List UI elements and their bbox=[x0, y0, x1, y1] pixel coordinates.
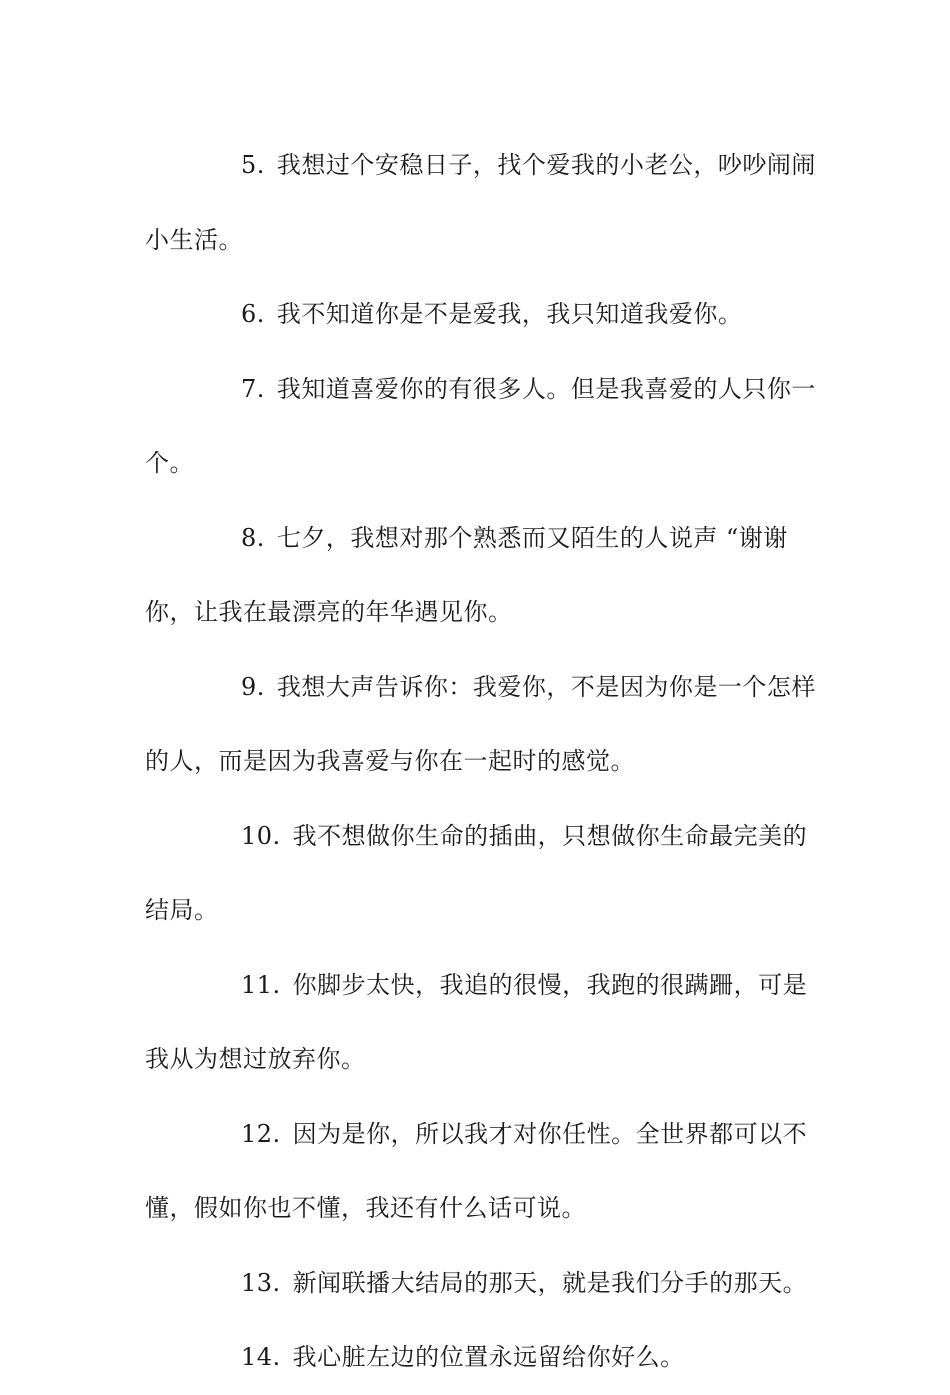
item-text: 我不想做你生命的插曲，只想做你生命最完美的结局。 bbox=[145, 821, 808, 924]
list-item bbox=[145, 1097, 825, 1246]
item-number: 7. bbox=[241, 374, 265, 403]
item-text: 因为是你，所以我才对你任性。全世界都可以不懂，假如你也不懂，我还有什么话可说。 bbox=[145, 1119, 808, 1222]
item-number: 9. bbox=[241, 672, 265, 701]
list-item bbox=[145, 352, 825, 501]
item-number: 12. bbox=[241, 1119, 281, 1148]
document-body bbox=[145, 128, 825, 1395]
list-item bbox=[145, 799, 825, 948]
item-number: 10. bbox=[241, 821, 281, 850]
item-text: 我心脏左边的位置永远留给你好么。 bbox=[292, 1343, 685, 1371]
item-number: 11. bbox=[241, 970, 281, 999]
list-item bbox=[145, 128, 825, 277]
item-number: 6. bbox=[241, 300, 265, 328]
item-text: 新闻联播大结局的那天，就是我们分手的那天。 bbox=[292, 1268, 808, 1297]
list-item bbox=[145, 650, 825, 799]
item-number: 14. bbox=[241, 1343, 281, 1371]
item-text: 七夕，我想对那个熟悉而又陌生的人说声 “谢谢你，让我在最漂亮的年华遇见你。 bbox=[145, 523, 788, 626]
item-text: 我知道喜爱你的有很多人。但是我喜爱的人只你一个。 bbox=[145, 374, 816, 477]
list-item bbox=[145, 501, 825, 650]
item-number: 13. bbox=[241, 1268, 281, 1297]
item-text: 你脚步太快，我追的很慢，我跑的很蹒跚，可是我从为想过放弃你。 bbox=[145, 970, 808, 1073]
item-text: 我想大声告诉你：我爱你，不是因为你是一个怎样的人，而是因为我喜爱与你在一起时的感觉。 bbox=[145, 672, 816, 775]
list-item bbox=[145, 1246, 825, 1321]
list-item bbox=[145, 948, 825, 1097]
list-item bbox=[145, 1320, 825, 1395]
item-number: 8. bbox=[241, 523, 265, 552]
item-text: 我不知道你是不是爱我，我只知道我爱你。 bbox=[276, 300, 743, 328]
item-number: 5. bbox=[241, 151, 265, 179]
item-text: 我想过个安稳日子，找个爱我的小老公，吵吵闹闹小生活。 bbox=[145, 151, 816, 254]
list-item bbox=[145, 277, 825, 352]
